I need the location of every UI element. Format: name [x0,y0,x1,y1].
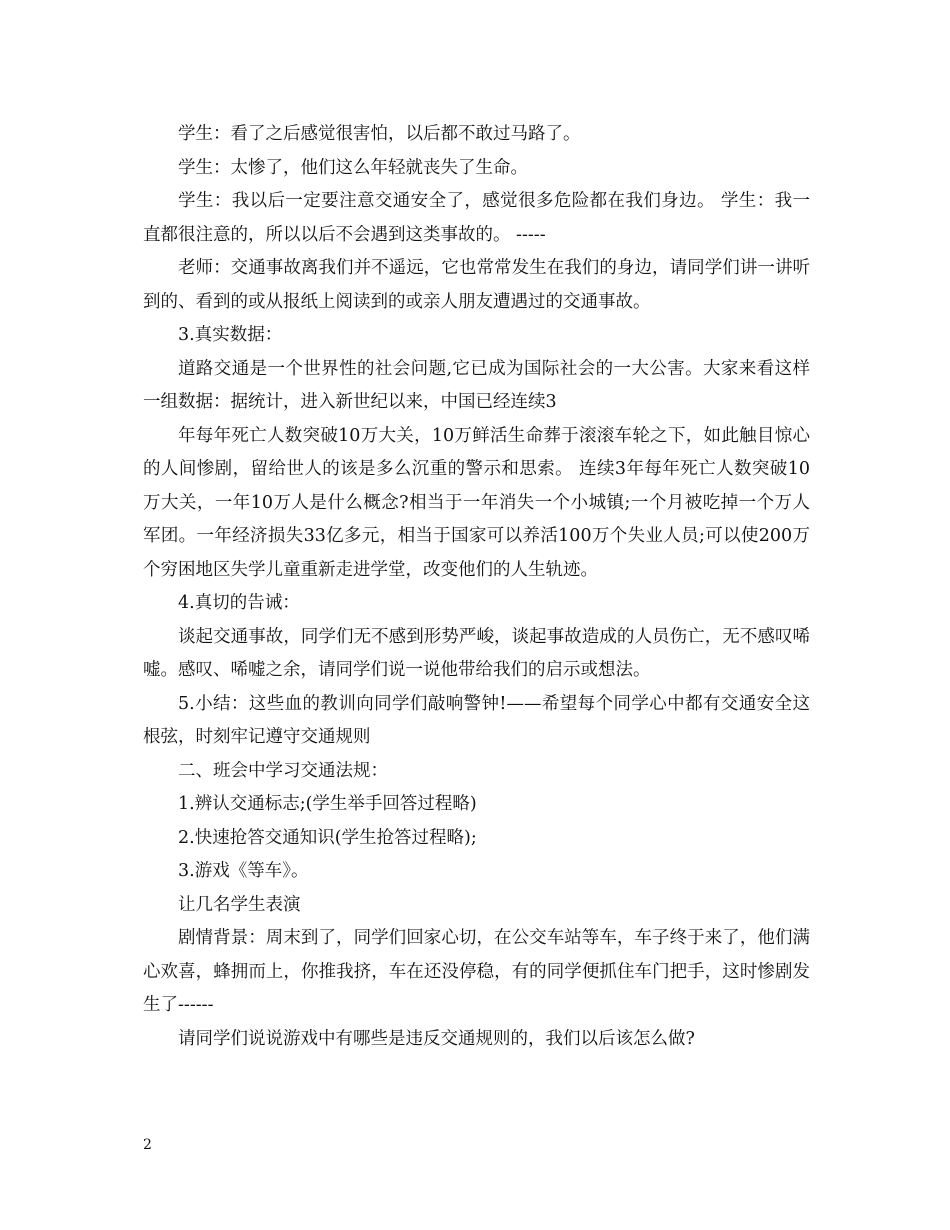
section-heading: 4.真切的告诫： [178,593,300,613]
paragraph: 学生：看了之后感觉很害怕，以后都不敢过马路了。 [178,124,581,144]
paragraph: 学生：我以后一定要注意交通安全了，感觉很多危险都在我们身边。 学生：我一直都很注意的，所以以后不会遇到这类事故的。 ----- [143,191,810,245]
paragraph: 年每年死亡人数突破10万大关，10万鲜活生命葬于滚滚车轮之下，如此触目惊心的人间惨剧，留给世人的该是多么沉重的警示和思索。 连续3年每年死亡人数突破10万大关，一年10万人是什么概念?相当于一年消失一个小城镇;一个月被吃掉一个万人军团。一年经济损失33亿多元，相当于国家可以养活100万个失业人员;可以使200万个穷困地区失学儿童重新走进学堂，改变他们的人生轨迹。 [143,425,810,580]
paragraph: 请同学们说说游戏中有哪些是违反交通规则的，我们以后该怎么做? [178,1028,695,1049]
page-number: 2 [143,1137,152,1153]
paragraph: 剧情背景：周末到了，同学们回家心切，在公交车站等车，车子终于来了，他们满心欢喜，蜂拥而上，你推我挤，车在还没停稳，有的同学便抓住车门把手，这时惨剧发生了------ [143,928,810,1015]
paragraph: 5.小结：这些血的教训向同学们敲响警钟!——希望每个同学心中都有交通安全这根弦，时刻牢记遵守交通规则 [143,693,810,747]
document-body [143,118,810,1056]
list-item: 1.辨认交通标志;(学生举手回答过程略) [178,794,477,814]
section-heading: 3.真实数据： [178,325,283,345]
paragraph: 道路交通是一个世界性的社会问题,它已成为国际社会的一大公害。大家来看这样一组数据：据统计，进入新世纪以来，中国已经连续3 [143,358,810,412]
paragraph: 学生：太惨了，他们这么年轻就丧失了生命。 [178,157,528,178]
paragraph: 老师：交通事故离我们并不遥远，它也常常发生在我们的身边，请同学们讲一讲听到的、看到的或从报纸上阅读到的或亲人朋友遭遇过的交通事故。 [143,258,810,312]
section-heading: 二、班会中学习交通法规： [178,760,388,781]
list-item: 2.快速抢答交通知识(学生抢答过程略); [178,827,477,848]
paragraph: 谈起交通事故，同学们无不感到形势严峻，谈起事故造成的人员伤亡，无不感叹唏嘘。感叹、唏嘘之余，请同学们说一说他带给我们的启示或想法。 [143,626,810,680]
list-item: 3.游戏《等车》。 [178,861,309,881]
paragraph: 让几名学生表演 [178,894,301,915]
